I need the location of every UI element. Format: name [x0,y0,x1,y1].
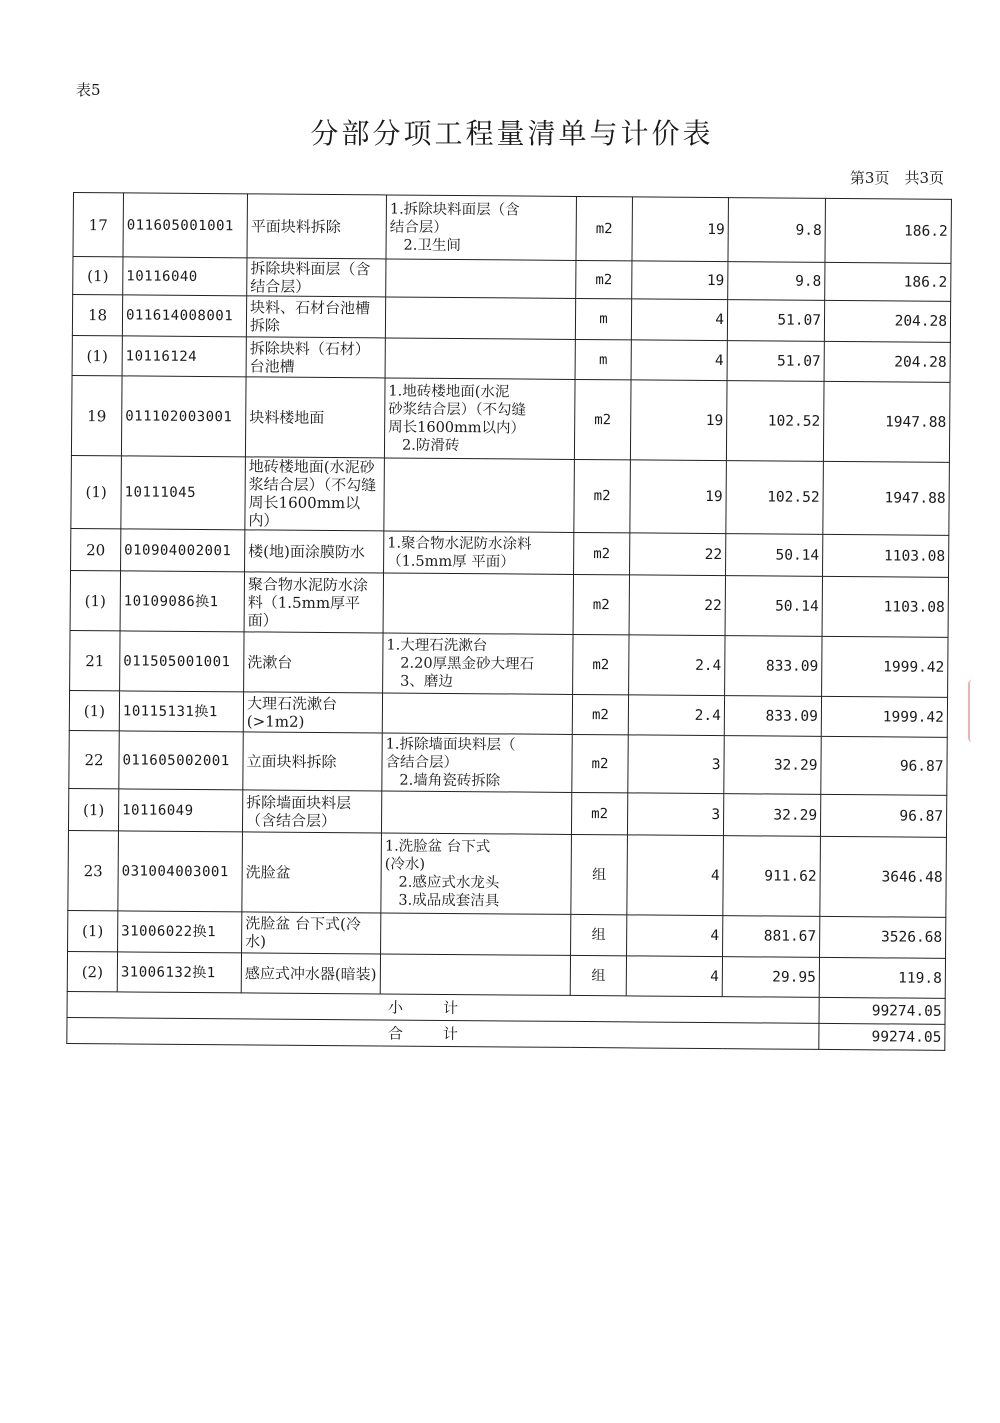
row-name: 感应式冲水器(暗装) [241,953,380,994]
feature-line: 结合层） [389,218,448,236]
row-unit: m2 [574,379,631,459]
row-name: 块料、石材台池槽拆除 [246,296,385,338]
row-seq: (1) [70,570,120,630]
row-amount: 1103.08 [823,534,949,577]
feature-line: (冷水) [384,855,426,873]
row-unit: 组 [571,834,628,914]
table-row [71,375,950,462]
table-row [68,910,946,958]
table-row [68,830,947,917]
feature-line: 1.大理石洗漱台 [386,636,488,654]
row-unit-price: 32.29 [723,794,820,837]
row-name: 大理石洗漱台(>1m2) [243,692,382,733]
row-quantity: 4 [631,340,727,381]
row-name: 洗脸盆 台下式(冷水) [242,912,381,954]
row-quantity: 4 [627,915,723,957]
row-unit: m2 [571,792,627,834]
bill-table [66,192,952,1051]
feature-line: 2.20厚黑金砂大理石 [400,655,535,673]
row-code: 10111045 [121,456,246,530]
row-unit: m2 [572,734,628,792]
table-row [71,455,950,535]
row-quantity: 19 [632,197,728,262]
row-name: 拆除墙面块料层（含结合层） [242,790,381,833]
table-row [72,295,950,343]
row-amount: 186.2 [825,198,951,263]
row-unit: m2 [574,532,630,574]
row-code: 011505001001 [120,631,244,692]
row-unit: m2 [574,459,631,532]
row-quantity: 22 [629,575,725,636]
row-unit-price: 833.09 [724,696,821,737]
row-features [382,733,572,792]
row-features [385,338,575,379]
total-label: 合计 [67,1017,819,1049]
row-seq: 18 [72,295,122,336]
row-name: 立面块料拆除 [243,732,382,791]
row-seq: (2) [67,951,117,991]
row-name: 聚合物水泥防水涂料（1.5mm厚平面） [244,572,383,633]
row-seq: 23 [68,830,119,910]
row-unit: m2 [573,574,629,634]
row-seq: 19 [71,375,122,455]
row-unit-price: 50.14 [726,534,823,577]
row-unit: 组 [571,914,627,955]
row-seq: 21 [70,630,120,690]
row-unit-price: 50.14 [725,576,822,637]
row-unit-price: 833.09 [725,636,822,697]
feature-line: 1.拆除块料面层（含 [389,200,520,219]
feature-line: 3、磨边 [400,673,453,690]
row-name: 洗脸盆 [242,832,382,913]
row-code: 031004003001 [118,831,243,912]
row-unit: m2 [573,634,629,694]
feature-line: 1.洗脸盆 台下式 [384,837,491,855]
row-features [384,378,575,459]
table-row [69,730,947,795]
table-row [67,951,945,998]
table-row [70,570,948,637]
table-row [69,690,947,737]
row-features [380,954,570,995]
row-amount: 1947.88 [823,461,950,535]
feature-line: 1.地砖楼地面(水泥 [388,382,510,400]
row-code: 10109086换1 [120,571,244,632]
table-row [73,193,951,264]
row-features [381,833,572,914]
row-quantity: 3 [627,793,723,836]
row-name: 拆除块料（石材）台池槽 [246,337,385,378]
row-unit: m2 [576,196,633,260]
row-quantity: 4 [626,956,722,997]
row-seq: 20 [71,528,121,570]
row-unit-price: 32.29 [724,736,821,795]
row-name: 拆除块料面层（含结合层） [247,258,386,297]
feature-line: 2.感应式水龙头 [398,874,500,891]
table-number: 表5 [76,81,101,99]
row-unit: m [575,339,631,379]
page-title: 分部分项工程量清单与计价表 [310,117,714,150]
row-features [383,633,573,694]
table-row [70,630,948,697]
row-amount: 1103.08 [822,576,948,637]
row-seq: 22 [69,730,119,788]
row-features [381,791,571,834]
row-features [384,458,575,532]
row-quantity: 2.4 [628,695,724,736]
row-quantity: 3 [628,735,724,794]
row-amount: 204.28 [824,300,950,342]
row-name: 楼(地)面涂膜防水 [245,530,384,573]
row-quantity: 2.4 [629,635,725,696]
row-seq: (1) [73,257,123,295]
row-code: 011102003001 [121,376,246,457]
red-stamp-mark [968,680,988,742]
row-unit: 组 [570,955,626,995]
row-features [384,531,574,574]
row-quantity: 4 [627,835,724,916]
row-amount: 1999.42 [821,696,947,737]
row-code: 31006022换1 [118,911,242,953]
row-unit-price: 51.07 [727,300,824,342]
table-row [72,335,950,382]
row-unit-price: 9.8 [728,262,825,301]
row-unit: m [575,298,631,339]
table-row [71,528,949,577]
row-unit-price: 9.8 [728,198,825,263]
bill-table-body [67,193,951,999]
row-seq: (1) [69,690,119,730]
row-unit-price: 29.95 [722,957,819,998]
row-quantity: 4 [631,299,727,341]
row-code: 10116049 [118,789,242,832]
row-quantity: 19 [630,460,727,534]
row-amount: 3526.68 [820,916,946,958]
subtotal-value: 99274.05 [819,997,945,1024]
row-unit-price: 102.52 [726,381,824,462]
row-amount: 204.28 [824,341,950,382]
row-quantity: 19 [630,380,727,461]
feature-line: 2.墙角瓷砖拆除 [399,772,501,789]
row-name: 平面块料拆除 [247,194,386,259]
row-amount: 1999.42 [822,636,948,697]
row-name: 地砖楼地面(水泥砂浆结合层）（不勾缝 周长1600mm以内） [245,457,385,531]
row-code: 011614008001 [122,295,246,337]
row-amount: 186.2 [825,262,951,301]
row-code: 10116040 [123,257,247,296]
row-features [383,573,573,634]
feature-line: 含结合层） [385,753,459,771]
total-row [67,1017,945,1050]
feature-line: 2.防滑砖 [401,437,460,454]
feature-line: 1.拆除墙面块料层（ [385,735,516,753]
row-amount: 119.8 [819,957,945,998]
row-code: 011605002001 [119,731,243,790]
row-quantity: 22 [630,533,726,576]
row-features [386,259,576,298]
row-name: 洗漱台 [244,632,383,693]
feature-line: 1.聚合物水泥防水涂料 [387,534,532,553]
row-features [386,195,576,260]
row-features [381,913,571,955]
row-seq: (1) [68,910,118,951]
row-unit-price: 102.52 [726,461,824,535]
feature-line: （1.5mm厚 平面） [387,552,515,570]
row-amount: 96.87 [820,794,946,837]
row-quantity: 19 [632,261,728,300]
row-amount: 96.87 [821,736,947,795]
row-code: 31006132换1 [117,952,241,993]
row-seq: 17 [73,193,124,257]
total-value: 99274.05 [819,1023,945,1050]
subtotal-label: 小计 [67,991,819,1023]
row-seq: (1) [71,455,122,528]
row-code: 011605001001 [123,193,247,258]
row-features [382,693,572,734]
row-code: 10115131换1 [119,691,243,732]
row-code: 10116124 [122,336,246,377]
feature-line: 2.卫生间 [403,237,461,254]
row-unit-price: 51.07 [727,341,824,382]
feature-line: 砂浆结合层）（不勾缝 [388,400,527,419]
row-amount: 3646.48 [820,836,947,917]
feature-line: 3.成品成套洁具 [398,892,500,909]
row-unit: m2 [576,260,632,298]
row-seq: (1) [68,788,118,830]
row-amount: 1947.88 [823,381,950,462]
row-code: 010904002001 [121,529,245,572]
row-unit-price: 881.67 [723,916,820,958]
row-features [385,297,575,339]
page-number: 第3页 共3页 [849,169,944,187]
row-name: 块料楼地面 [245,377,385,458]
row-seq: (1) [72,335,122,375]
table-row [68,788,946,837]
row-unit-price: 911.62 [723,836,821,917]
row-unit: m2 [572,694,628,734]
feature-line: 周长1600mm以内） [388,418,526,437]
